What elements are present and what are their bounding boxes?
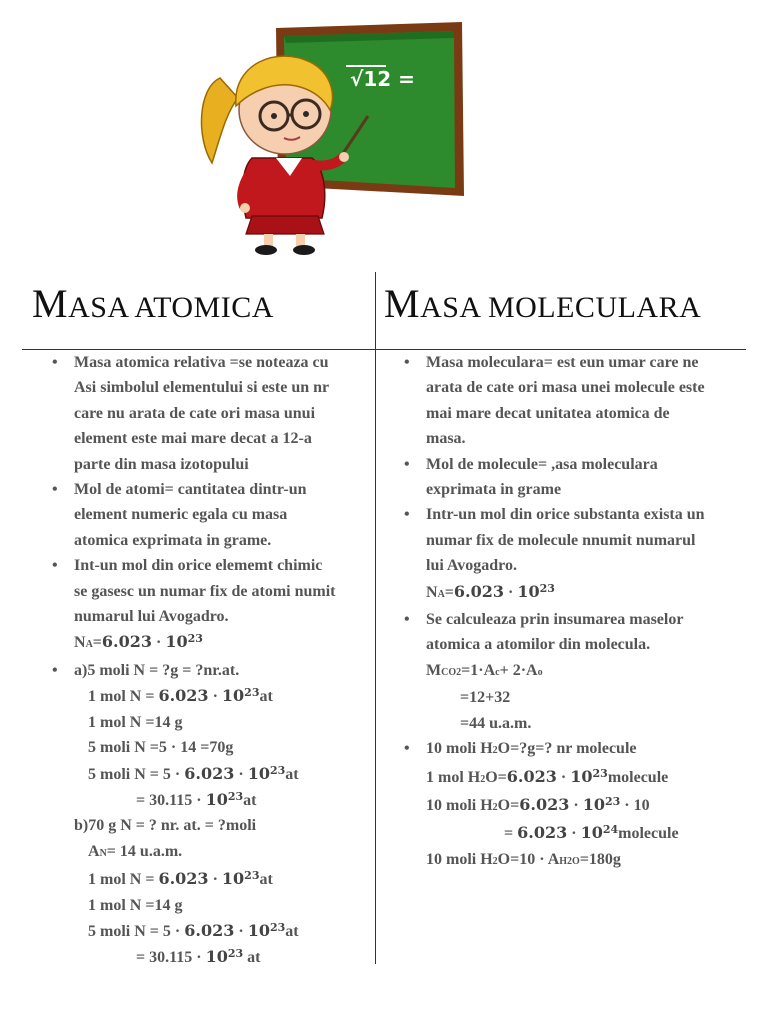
list-item: • 10 moli H2O=?g=? nr molecule 1 mol $H2O=6.023 \cdot 10^{23}molecule$ 10 moli $H2O=6.023 \cdot 10^{23} \cdot 10$ = $6.023 \cdot 10^{24}molecule$ 10 moli H2O=10 · AH2O=180g	[400, 736, 740, 874]
list-item: • Se calculeaza prin insumarea maselor atomica a atomilor din molecula. MCO2=1·Ac+ 2·Ao =12+32 =44 u.a.m.	[400, 607, 740, 736]
list-item: • Mol de molecule= ,asa moleculara exprimata in grame	[400, 452, 740, 503]
chalkboard-text: √12 =	[350, 67, 415, 91]
problem-b: b)70 g N = ? nr. at. = ?moli AN= 14 u.a.m. 1 mol $N = 6.023 \cdot 10^{23}at$ 1 mol N =14 g 5 moli $N = 5 \cdot 6.023 \cdot 10^{23}at$ = $30.115 \cdot 10^{23}$ at	[74, 817, 299, 967]
column-divider	[375, 272, 376, 964]
teacher-illustration	[190, 18, 480, 258]
list-item: • Intr-un mol din orice substanta exista un numar fix de molecule nnumit numarul lui Avogadro. $NA=6.023 \cdot 10^{23}$	[400, 502, 740, 607]
molar-mass-formula: MCO2=1·Ac+ 2·Ao	[426, 661, 543, 679]
list-item: • Masa atomica relativa =se noteaza cu Asi simbolul elementului si este un nr care nu arata de cate ori masa unui element este mai mare decat a 12-a parte din masa izotopului	[48, 350, 366, 477]
left-column	[48, 350, 366, 971]
avogadro-formula: $NA=6.023 \cdot 10^{23}$	[74, 632, 203, 652]
list-item: • Int-un mol din orice elememt chimic se gasesc un numar fix de atomi numit numarul lui Avogadro. $NA=6.023 \cdot 10^{23}$	[48, 553, 366, 658]
heading-masa-atomica: MASA ATOMICA	[32, 281, 274, 326]
list-item: • a)5 moli N = ?g = ?nr.at. 1 mol $N = 6.023 \cdot 10^{23}at$ 1 mol N =14 g 5 moli N =5 · 14 =70g 5 moli $N = 5 \cdot 6.023 \cdot 10^{23}at$ = $30.115 \cdot 10^{23}at$	[48, 658, 366, 813]
teacher-at-chalkboard-icon	[190, 18, 480, 258]
right-column	[400, 350, 740, 874]
heading-masa-moleculara: MASA MOLECULARA	[384, 281, 702, 326]
avogadro-formula: $NA=6.023 \cdot 10^{23}$	[426, 581, 555, 601]
list-item: • Masa moleculara= est eun umar care ne arata de cate ori masa unei molecule este mai mare decat unitatea atomica de masa.	[400, 350, 740, 452]
list-item: • Mol de atomi= cantitatea dintr-un element numeric egala cu masa atomica exprimata in grame.	[48, 477, 366, 553]
